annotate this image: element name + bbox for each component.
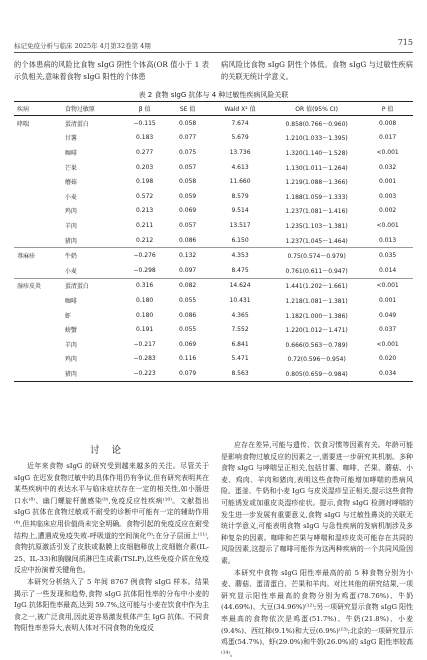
- allergen-cell: 咖啡: [64, 297, 77, 305]
- disease-cell: [14, 337, 62, 352]
- p-cell: <0.001: [376, 340, 399, 348]
- se-cell: 0.058: [179, 178, 197, 186]
- beta-cell: −0.115: [133, 119, 156, 127]
- disease-cell: 哮喘: [17, 120, 30, 128]
- header-allergen: 食物过敏原: [62, 102, 123, 116]
- header-or: OR 值(95% CI): [271, 102, 362, 116]
- table-row: [14, 233, 413, 248]
- wald-cell: 13.736: [229, 148, 251, 156]
- se-cell: 0.069: [179, 207, 197, 215]
- beta-cell: −0.217: [133, 340, 156, 348]
- se-cell: 0.077: [179, 134, 197, 142]
- discussion-column-right: [221, 440, 413, 660]
- or-cell: 1.130(1.011～1.264): [285, 164, 348, 172]
- p-cell: 0.017: [379, 134, 397, 142]
- p-cell: <0.001: [376, 148, 399, 156]
- table-row: [14, 352, 413, 367]
- beta-cell: 0.180: [136, 311, 154, 319]
- allergen-cell: 鸡肉: [64, 356, 77, 364]
- beta-cell: 0.191: [136, 326, 154, 334]
- header-wald: Wald X² 值: [209, 102, 271, 116]
- beta-cell: −0.283: [133, 355, 156, 363]
- disease-cell: [14, 145, 62, 160]
- beta-cell: −0.276: [123, 248, 166, 263]
- table-row: [14, 248, 413, 263]
- wald-cell: 5.679: [231, 134, 249, 142]
- allergen-cell: 螃蟹: [64, 327, 77, 335]
- p-cell: 0.008: [379, 119, 397, 127]
- table-row: [14, 189, 413, 204]
- allergen-cell: 蛋清蛋白: [64, 120, 89, 128]
- disease-cell: [14, 322, 62, 337]
- discussion-paragraph: 应存在差异,可能与遗传、饮食习惯等因素有关。年龄可能是影响食物过敏反应的因素之一,需要进一步研究其机制。多种食物 sIgG 与哮喘呈正相关,包括甘薯、咖啡、芒果、蘑菇、小麦、鸡肉、羊肉和猪肉,表明这些食物可能增加哮喘的患病风险。蛋釜、牛奶和小麦 IgG 与皮炎湿疹呈正相关,提示这些食物可能诱发或加重皮炎湿疹症状。提示,食物 sIgG 检测对哮喘的发生进一步发展有重要意义,食物 sIgG 与过敏性鼻炎的关联无统计学意义,可能表明食物 sIgG 与急性疾病的发病机制涉及多种复杂的因素。咖啡和芒果与哮喘和湿疹皮炎可能存在共同的风险因素,这提示了咖啡可能作为这两种疾病的一个共同风险因素。: [221, 441, 413, 565]
- or-cell: 0.72(0.596～0.954): [287, 356, 346, 364]
- beta-cell: 0.180: [136, 296, 154, 304]
- or-cell: 1.320(1.140～1.528): [285, 149, 348, 157]
- or-cell: 0.75(0.574～0.979): [271, 248, 362, 263]
- allergen-cell: 鸡肉: [64, 208, 77, 216]
- beta-cell: 0.316: [123, 278, 166, 293]
- se-cell: 0.086: [179, 236, 197, 244]
- wald-cell: 5.471: [231, 355, 249, 363]
- table-row: [14, 116, 413, 131]
- se-cell: 0.116: [179, 355, 197, 363]
- beta-cell: 0.572: [136, 192, 154, 200]
- running-header: [14, 38, 413, 53]
- header-se: SE 值: [166, 102, 209, 116]
- se-cell: 0.132: [166, 248, 209, 263]
- discussion-heading: 讨论: [89, 445, 133, 456]
- wald-cell: 7.552: [231, 326, 249, 334]
- disease-cell: 湿疹皮炎: [14, 278, 62, 293]
- or-cell: 1.210(1.033～1.395): [285, 135, 348, 143]
- or-cell: 0.805(0.659～0.984): [271, 366, 362, 381]
- disease-cell: [14, 233, 62, 248]
- discussion-paragraph: 近年来食物 sIgG 的研究受到越来越多的关注。尽管关于 sIgG 在迟发食物过敏中的具体作用仍有争议,但有研究表明其在某些疾病中的表达水平与临床症状存在一定的相关性,如小肠进口水⁽⁸⁾、幽门螺旋杆菌感染⁽⁹⁾,免疫反应性疾病⁽¹⁰⁾。文献指出 sIgG 抗体在食物过敏或不耐受的诊断中可能有一定的辅助作用⁽⁸⁾,但其临床应用价值尚未完全明确。食物引起的免疫反应在耐受结构上,遭遇成免疫失败-呼吸道的空间演化⁽⁹⁾;在分子层面上⁽¹¹⁾,食物抗原激活引发了皮肤或黏膜上皮细胞释放上皮细胞介素(IL-25、IL-33)和胸腺间质淋巴生成素(TSLP),这些免疫介质在免疫反应中扮演着关键角色。: [14, 462, 209, 575]
- se-cell: 0.069: [179, 340, 197, 348]
- table-row: [14, 263, 413, 278]
- se-cell: 0.057: [179, 221, 197, 229]
- p-cell: 0.032: [379, 163, 397, 171]
- or-cell: 1.441(1.202～1.661): [271, 278, 362, 293]
- beta-cell: −0.298: [133, 266, 156, 274]
- disease-cell: [14, 131, 62, 146]
- table-row: [14, 366, 413, 381]
- p-cell: 0.001: [379, 296, 397, 304]
- se-cell: 0.055: [179, 326, 197, 334]
- wald-cell: 14.624: [209, 278, 271, 293]
- beta-cell: 0.203: [136, 163, 154, 171]
- table-title: 表 2 食物 sIgG 抗体与 4 种过敏性疾病风险关联: [138, 91, 289, 99]
- p-cell: 0.037: [379, 326, 397, 334]
- table-row: [14, 131, 413, 146]
- table-row: [14, 293, 413, 308]
- allergen-cell: 咖啡: [64, 149, 77, 157]
- table-row: [14, 160, 413, 175]
- wald-cell: 4.613: [231, 163, 249, 171]
- table-row: [14, 322, 413, 337]
- table-row: [14, 204, 413, 219]
- or-cell: 1.182(1.000～1.386): [285, 312, 348, 320]
- wald-cell: 7.674: [231, 119, 249, 127]
- se-cell: 0.097: [179, 266, 197, 274]
- allergen-cell: 小麦: [64, 267, 77, 275]
- disease-cell: [14, 293, 62, 308]
- disease-cell: [14, 308, 62, 323]
- wald-cell: 13.517: [229, 221, 251, 229]
- allergen-cell: 猪肉: [62, 366, 123, 381]
- se-cell: 0.079: [166, 366, 209, 381]
- disease-cell: 荨麻疹: [14, 248, 62, 263]
- allergen-cell: 小麦: [64, 193, 77, 201]
- or-cell: 1.219(1.088～1.366): [285, 179, 348, 187]
- disease-cell: [14, 189, 62, 204]
- beta-cell: 0.211: [136, 221, 154, 229]
- disease-cell: [14, 218, 62, 233]
- wald-cell: 10.431: [229, 296, 251, 304]
- p-cell: <0.001: [362, 278, 413, 293]
- disease-cell: [14, 366, 62, 381]
- allergen-cell: 羊肉: [64, 341, 77, 349]
- allergen-cell: 牛奶: [62, 248, 123, 263]
- discussion-paragraph: 本研究中食物 sIgG 阳性率最高的前 5 种食物分别为小麦、蘑菇、蛋清蛋白、芒果和羊肉。对比其他的研究结果,一项研究显示阳性率最高的食物分别为鸡蛋(78.76%)、牛奶(44.69%)、大豆(34.96%)⁽¹²⁾;另一项研究显示食物 sIgG 阳性率最高的食物依次是鸡蛋(51.7%)、牛奶(21.8%)、小麦(9.4%)、西红柿(9.1%)和大豆(6.9%)⁽¹³⁾;北京的一项研究显示鸡蛋(54.7%)、虾(29.0%)和牛奶(26.0%)的 sIgG 阳性率较高⁽¹⁴⁾。: [221, 568, 413, 658]
- se-cell: 0.086: [179, 311, 197, 319]
- beta-cell: 0.198: [136, 178, 154, 186]
- p-cell: 0.001: [379, 178, 397, 186]
- p-cell: 0.003: [379, 192, 397, 200]
- table-row: [14, 278, 413, 293]
- journal-citation: 标记免疫分析与临床 2025年 4月第32卷第 4期: [14, 42, 151, 50]
- or-cell: 1.235(1.103～1.381): [285, 222, 348, 230]
- or-cell: 1.218(1.081～1.381): [285, 297, 348, 305]
- disease-cell: [14, 174, 62, 189]
- wald-cell: 6.150: [231, 236, 249, 244]
- table-row: [14, 308, 413, 323]
- allergen-cell: 羊肉: [64, 222, 77, 230]
- beta-cell: 0.212: [136, 236, 154, 244]
- wald-cell: 4.365: [231, 311, 249, 319]
- discussion-column-left: [14, 461, 209, 635]
- or-cell: 1.237(1.081～1.416): [285, 208, 348, 216]
- table-row: [14, 337, 413, 352]
- allergen-cell: 蛋清蛋白: [62, 278, 123, 293]
- discussion-paragraph: 本研究分析纳入了 5 年间 8767 例食物 sIgG 样本。结果揭示了一些发现和趋势,食物 sIgG 抗体阳性率的分布中小麦的 IgG 抗体阳性率最高,达到 59.7%,这可能与小麦在饮食中作为主食之一,被广泛食用,因此更容易激发机体产生 IgG 抗体。不同食物阳性率差异大,表明人体对不同食物的免疫反: [14, 577, 209, 633]
- beta-cell: 0.277: [136, 148, 154, 156]
- p-cell: 0.035: [362, 248, 413, 263]
- intro-text-right: 病风险比食物 sIgG 阴性个体低。食物 sIgG 与过敏性疾病的关联无统计学意义。: [221, 60, 413, 81]
- se-cell: 0.082: [166, 278, 209, 293]
- beta-cell: 0.183: [136, 134, 154, 142]
- wald-cell: 9.514: [231, 207, 249, 215]
- beta-cell: −0.223: [123, 366, 166, 381]
- allergen-cell: 虾: [64, 312, 71, 320]
- header-disease: 疾病: [14, 102, 62, 116]
- or-cell: 1.188(1.059～1.333): [285, 193, 348, 201]
- header-beta: β 值: [123, 102, 166, 116]
- wald-cell: 8.563: [209, 366, 271, 381]
- se-cell: 0.075: [179, 148, 197, 156]
- or-cell: 0.858(0.766～0.960): [285, 120, 348, 128]
- or-cell: 0.761(0.611～0.947): [285, 267, 348, 275]
- p-cell: 0.002: [379, 207, 397, 215]
- allergen-cell: 芒果: [64, 164, 77, 172]
- wald-cell: 8.475: [231, 266, 249, 274]
- beta-cell: 0.213: [136, 207, 154, 215]
- p-cell: 0.013: [379, 236, 397, 244]
- allergen-cell: 猪肉: [64, 237, 77, 245]
- disease-cell: [14, 160, 62, 175]
- allergen-cell: 甘薯: [64, 135, 77, 143]
- or-cell: 1.220(1.012～1.471): [285, 327, 348, 335]
- p-cell: 0.014: [379, 266, 397, 274]
- wald-cell: 4.353: [209, 248, 271, 263]
- se-cell: 0.055: [179, 296, 197, 304]
- intro-text-left: 的个体患病的风险比食物 sIgG 阴性个体高(OR 值小于 1 表示负相关,意味着食物 sIgG 阳性的个体患: [14, 60, 209, 81]
- table-row: [14, 218, 413, 233]
- risk-association-table: [14, 101, 413, 382]
- se-cell: 0.059: [179, 192, 197, 200]
- se-cell: 0.057: [179, 163, 197, 171]
- wald-cell: 11.660: [229, 178, 251, 186]
- or-cell: 1.237(1.045～1.464): [285, 237, 348, 245]
- p-cell: 0.049: [379, 311, 397, 319]
- wald-cell: 6.841: [231, 340, 249, 348]
- header-p: P 值: [362, 102, 413, 116]
- disease-cell: [14, 352, 62, 367]
- disease-cell: [14, 204, 62, 219]
- table-header-row: [14, 102, 413, 116]
- table-row: [14, 145, 413, 160]
- p-cell: 0.034: [362, 366, 413, 381]
- page-number: 715: [397, 38, 413, 47]
- p-cell: 0.020: [379, 355, 397, 363]
- or-cell: 0.666(0.563～0.789): [285, 341, 348, 349]
- table-row: [14, 174, 413, 189]
- allergen-cell: 蘑菇: [64, 179, 77, 187]
- p-cell: <0.001: [376, 221, 399, 229]
- se-cell: 0.058: [179, 119, 197, 127]
- wald-cell: 8.579: [231, 192, 249, 200]
- disease-cell: [14, 263, 62, 278]
